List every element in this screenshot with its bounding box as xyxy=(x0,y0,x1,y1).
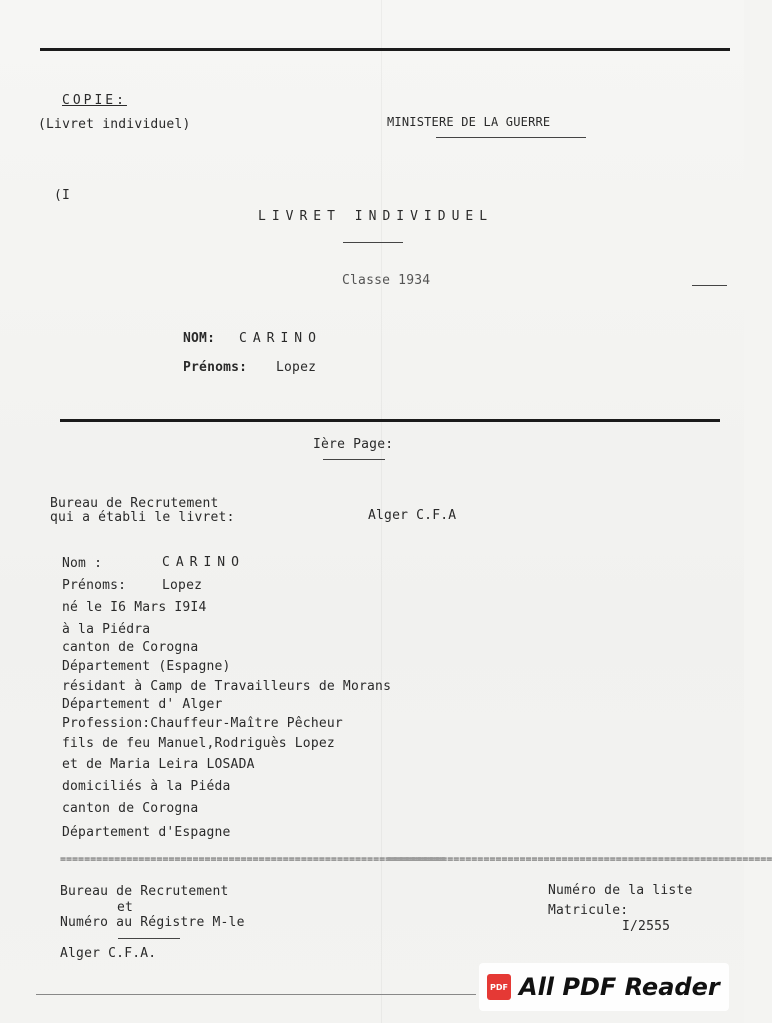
footer-bureau-line: Bureau de Recrutement xyxy=(60,884,229,899)
top-rule xyxy=(40,48,730,51)
page-label: Ière Page: xyxy=(313,437,394,452)
classe-year: Classe 1934 xyxy=(342,273,431,288)
ministry-heading: MINISTERE DE LA GUERRE xyxy=(387,115,551,129)
bureau-line-2: qui a établi le livret: xyxy=(50,510,235,525)
footer-underline xyxy=(118,938,180,939)
detail-nom-label: Nom : xyxy=(62,556,103,571)
detail-line: Département (Espagne) xyxy=(62,659,231,674)
detail-line: Département d'Espagne xyxy=(62,825,231,840)
detail-line: à la Piédra xyxy=(62,622,151,637)
detail-line: Département d' Alger xyxy=(62,697,223,712)
copie-subtitle: (Livret individuel) xyxy=(38,117,191,132)
prenoms-value: Lopez xyxy=(276,360,317,375)
detail-line: domiciliés à la Piéda xyxy=(62,779,231,794)
detail-line: et de Maria Leira LOSADA xyxy=(62,757,255,772)
app-watermark-label: All PDF Reader xyxy=(519,973,720,1001)
bottom-rule xyxy=(36,994,476,995)
detail-nom-value: CARINO xyxy=(162,555,245,570)
bureau-line-1: Bureau de Recrutement xyxy=(50,496,219,511)
detail-line: résidant à Camp de Travailleurs de Morans xyxy=(62,679,392,694)
app-watermark xyxy=(479,963,729,1011)
footer-alger: Alger C.F.A. xyxy=(60,946,157,961)
detail-line: Profession:Chauffeur-Maître Pêcheur xyxy=(62,716,343,731)
margin-mark: (I xyxy=(54,188,71,203)
footer-matricule: Matricule: xyxy=(548,903,629,918)
detail-line: canton de Corogna xyxy=(62,801,199,816)
middle-rule xyxy=(60,419,720,422)
bureau-value: Alger C.F.A xyxy=(368,508,457,523)
footer-registre: Numéro au Régistre M-le xyxy=(60,915,245,930)
nom-value: CARINO xyxy=(239,331,322,346)
detail-prenoms-label: Prénoms: xyxy=(62,578,127,593)
prenoms-label: Prénoms: xyxy=(183,360,248,375)
separator-left: ================================================================ xyxy=(60,854,446,865)
nom-label: NOM: xyxy=(183,331,216,346)
footer-et: et xyxy=(117,900,134,915)
page-label-underline xyxy=(323,459,385,460)
copie-heading: COPIE: xyxy=(62,93,127,108)
detail-line: né le I6 Mars I9I4 xyxy=(62,600,207,615)
detail-line: canton de Corogna xyxy=(62,640,199,655)
ministry-underline xyxy=(436,137,586,138)
pdf-icon: PDF xyxy=(487,974,511,1000)
margin-tick xyxy=(692,285,727,286)
document-title: LIVRET INDIVIDUEL xyxy=(258,209,494,224)
detail-line: fils de feu Manuel,Rodriguès Lopez xyxy=(62,736,335,751)
separator-right: ================================================================ xyxy=(387,854,772,865)
detail-prenoms-value: Lopez xyxy=(162,578,203,593)
title-underline xyxy=(343,242,403,243)
footer-numero-liste: Numéro de la liste xyxy=(548,883,693,898)
footer-matricule-value: I/2555 xyxy=(622,919,671,934)
